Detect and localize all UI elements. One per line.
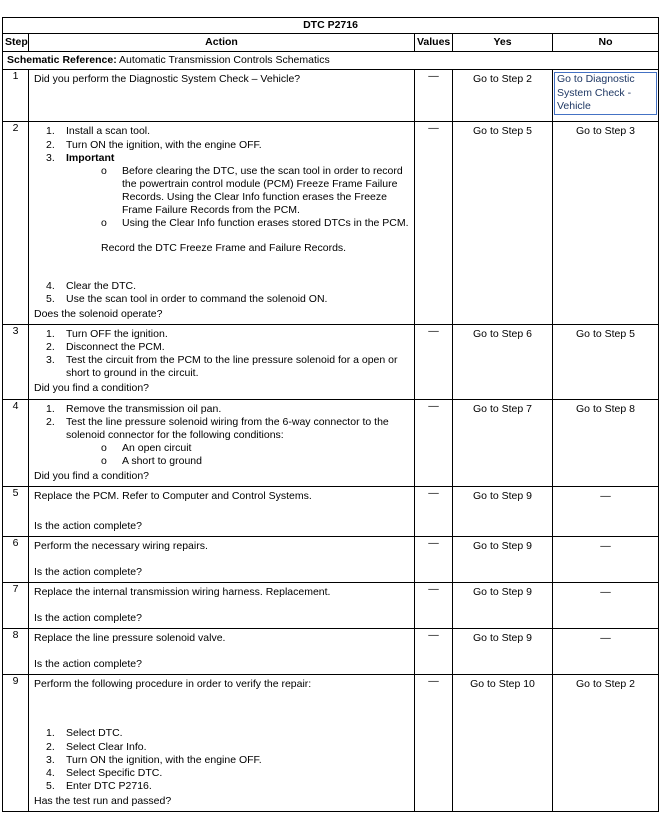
list-number: 2. — [46, 341, 55, 353]
dtc-diagnostic-table — [2, 17, 659, 812]
action-paragraph: Perform the necessary wiring repairs. — [34, 540, 208, 553]
list-item — [34, 442, 409, 455]
table-title-row — [3, 18, 659, 34]
goto-link-no: — — [600, 490, 611, 503]
step-row-4 — [3, 399, 659, 487]
step-row-6 — [3, 537, 659, 583]
col-header-yes: Yes — [453, 34, 553, 52]
list-number: 4. — [46, 766, 55, 779]
list-item — [34, 416, 409, 442]
goto-link-no[interactable]: Go to Step 8 — [576, 402, 635, 415]
question-text: Is the action complete? — [34, 566, 142, 579]
action-cell — [29, 675, 415, 812]
action-content — [34, 678, 409, 808]
goto-link-yes[interactable]: Go to Step 10 — [470, 678, 535, 691]
list-item — [34, 280, 409, 293]
spacer — [34, 703, 409, 715]
goto-link-yes[interactable]: Go to Step 5 — [473, 125, 532, 138]
list-item-text: A short to ground — [122, 455, 202, 467]
list-number: 3. — [46, 753, 55, 766]
goto-link-yes[interactable]: Go to Step 9 — [473, 586, 532, 599]
list-item-text: Turn OFF the ignition. — [66, 327, 168, 340]
action-paragraph: Did you perform the Diagnostic System Check – Vehicle? — [34, 73, 301, 86]
goto-link-yes[interactable]: Go to Step 9 — [473, 540, 532, 553]
list-item-text: Select Specific DTC. — [66, 766, 163, 779]
list-number: 1. — [46, 727, 55, 740]
schematic-reference-text: Automatic Transmission Controls Schematics — [116, 54, 330, 67]
action-content — [34, 73, 409, 118]
goto-link-no: — — [600, 586, 611, 599]
yes-cell — [453, 70, 553, 122]
list-number: 3. — [46, 354, 55, 367]
values-cell: — — [415, 399, 453, 487]
step-number: 1 — [3, 70, 29, 122]
list-number: 2. — [46, 415, 55, 428]
list-item — [34, 152, 409, 165]
column-header-row — [3, 34, 659, 52]
step-number: 5 — [3, 487, 29, 537]
values-cell: — — [415, 629, 453, 675]
step-number: 8 — [3, 629, 29, 675]
action-paragraph: Record the DTC Freeze Frame and Failure Records. — [101, 242, 347, 255]
question-text: Did you find a condition? — [34, 470, 149, 483]
yes-cell — [453, 324, 553, 399]
col-header-no: No — [553, 34, 659, 52]
step-row-5 — [3, 487, 659, 537]
list-item — [34, 165, 409, 218]
list-number: 4. — [46, 279, 55, 292]
list-item-text: Important — [66, 151, 115, 164]
list-item-text: Use the scan tool in order to command the solenoid ON. — [66, 292, 328, 305]
list-number: 2. — [46, 740, 55, 753]
list-item — [34, 780, 409, 793]
list-item — [34, 328, 409, 341]
yes-cell — [453, 122, 553, 325]
yes-cell — [453, 583, 553, 629]
step-row-9 — [3, 675, 659, 812]
goto-link-yes[interactable]: Go to Step 7 — [473, 402, 532, 415]
list-item-text: Select Clear Info. — [66, 740, 147, 753]
step-row-2 — [3, 122, 659, 325]
list-item-text: Select DTC. — [66, 727, 123, 740]
no-cell — [553, 487, 659, 537]
action-content — [34, 403, 409, 484]
list-number: 1. — [46, 402, 55, 415]
list-item-text: Using the Clear Info function erases stored DTCs in the PCM. — [122, 217, 409, 230]
yes-cell — [453, 487, 553, 537]
yes-cell — [453, 399, 553, 487]
goto-link-no[interactable]: Go to Step 5 — [576, 327, 635, 340]
list-item — [34, 125, 409, 138]
list-item — [34, 354, 409, 380]
circle-bullet: o — [101, 441, 107, 454]
step-row-3 — [3, 324, 659, 399]
list-item — [34, 217, 409, 230]
selected-goto-link[interactable]: Go to Diagnostic System Check - Vehicle — [554, 72, 657, 114]
no-cell — [553, 324, 659, 399]
action-cell — [29, 70, 415, 122]
question-text: Does the solenoid operate? — [34, 307, 163, 320]
question-text: Has the test run and passed? — [34, 795, 172, 807]
circle-bullet: o — [101, 455, 107, 467]
col-header-action: Action — [29, 34, 415, 52]
list-item — [34, 341, 409, 354]
step-rows-body — [3, 70, 659, 812]
action-cell — [29, 324, 415, 399]
list-item — [34, 139, 409, 152]
no-cell — [553, 583, 659, 629]
values-cell: — — [415, 324, 453, 399]
list-item — [34, 293, 409, 306]
step-number: 6 — [3, 537, 29, 583]
goto-link-yes[interactable]: Go to Step 2 — [473, 73, 532, 86]
step-row-8 — [3, 629, 659, 675]
yes-cell — [453, 537, 553, 583]
list-item-text: Remove the transmission oil pan. — [66, 402, 222, 415]
goto-link-no[interactable]: Go to Step 2 — [576, 678, 635, 691]
col-header-step: Step — [3, 34, 29, 52]
spacer — [34, 230, 409, 242]
circle-bullet: o — [101, 164, 107, 177]
list-item — [34, 754, 409, 767]
question-text: Is the action complete? — [34, 612, 142, 625]
goto-link-yes[interactable]: Go to Step 6 — [473, 327, 532, 340]
action-paragraph: Replace the line pressure solenoid valve. — [34, 632, 226, 645]
circle-bullet: o — [101, 217, 107, 230]
goto-link-yes[interactable]: Go to Step 9 — [473, 490, 532, 503]
step-row-1 — [3, 70, 659, 122]
list-number: 5. — [46, 779, 55, 792]
list-item — [34, 741, 409, 754]
goto-link-yes[interactable]: Go to Step 9 — [473, 632, 532, 645]
spacer — [34, 715, 409, 727]
step-number: 2 — [3, 122, 29, 325]
list-number: 2. — [46, 138, 55, 151]
action-content — [34, 490, 409, 533]
spacer — [34, 691, 409, 703]
list-item-text: Clear the DTC. — [66, 279, 137, 292]
action-cell — [29, 583, 415, 629]
list-number: 1. — [46, 125, 55, 138]
list-item-text: Install a scan tool. — [66, 125, 151, 138]
step-number: 4 — [3, 399, 29, 487]
yes-cell — [453, 629, 553, 675]
action-content — [34, 125, 409, 321]
no-cell — [553, 70, 659, 122]
action-cell — [29, 487, 415, 537]
question-text: Is the action complete? — [34, 520, 142, 533]
list-item-text: Test the circuit from the PCM to the line pressure solenoid for a open or short to ground in the circuit. — [66, 354, 398, 380]
action-paragraph: Replace the internal transmission wiring harness. Replacement. — [34, 586, 331, 599]
list-number: 1. — [46, 327, 55, 340]
schematic-reference-label: Schematic Reference: — [7, 54, 117, 67]
list-item-text: An open circuit — [122, 441, 192, 454]
question-text: Is the action complete? — [34, 658, 142, 671]
spacer — [34, 268, 409, 280]
action-content — [34, 540, 409, 579]
question-text: Did you find a condition? — [34, 382, 149, 395]
action-cell — [29, 537, 415, 583]
goto-link-no: — — [600, 540, 611, 553]
step-number: 9 — [3, 675, 29, 812]
values-cell: — — [415, 675, 453, 812]
action-paragraph: Replace the PCM. Refer to Computer and Control Systems. — [34, 490, 312, 503]
step-row-7 — [3, 583, 659, 629]
action-cell — [29, 122, 415, 325]
step-number: 3 — [3, 324, 29, 399]
no-cell — [553, 537, 659, 583]
list-item — [34, 403, 409, 416]
action-paragraph: Perform the following procedure in order to verify the repair: — [34, 678, 312, 691]
values-cell: — — [415, 70, 453, 122]
no-cell — [553, 122, 659, 325]
values-cell: — — [415, 122, 453, 325]
action-cell — [29, 629, 415, 675]
table-title: DTC P2716 — [3, 18, 659, 34]
goto-link-no: — — [600, 632, 611, 645]
action-cell — [29, 399, 415, 487]
spacer — [34, 256, 409, 268]
list-item-text: Disconnect the PCM. — [66, 341, 165, 353]
values-cell: — — [415, 537, 453, 583]
list-number: 3. — [46, 151, 55, 164]
schematic-reference-row — [3, 52, 659, 70]
list-item-text: Enter DTC P2716. — [66, 779, 152, 792]
no-cell — [553, 675, 659, 812]
list-item-text: Test the line pressure solenoid wiring from the 6-way connector to the solenoid connector for the following conditions: — [66, 415, 389, 441]
action-content — [34, 632, 409, 671]
list-item — [34, 727, 409, 740]
list-item — [34, 455, 409, 468]
list-item-text: Before clearing the DTC, use the scan tool in order to record the powertrain control module (PCM) Freeze Frame Failure Records. Using the Clear Info function erases the Freeze Frame Failure Records from the PCM. — [122, 164, 403, 217]
list-number: 5. — [46, 292, 55, 305]
values-cell: — — [415, 487, 453, 537]
action-content — [34, 328, 409, 396]
step-number: 7 — [3, 583, 29, 629]
no-cell — [553, 629, 659, 675]
schematic-reference-cell — [3, 52, 659, 70]
list-item-text: Turn ON the ignition, with the engine OFF. — [66, 753, 262, 766]
yes-cell — [453, 675, 553, 812]
col-header-values: Values — [415, 34, 453, 52]
goto-link-no[interactable]: Go to Step 3 — [576, 125, 635, 138]
values-cell: — — [415, 583, 453, 629]
no-cell — [553, 399, 659, 487]
list-item-text: Turn ON the ignition, with the engine OFF. — [66, 138, 262, 151]
action-content — [34, 586, 409, 625]
list-item — [34, 767, 409, 780]
